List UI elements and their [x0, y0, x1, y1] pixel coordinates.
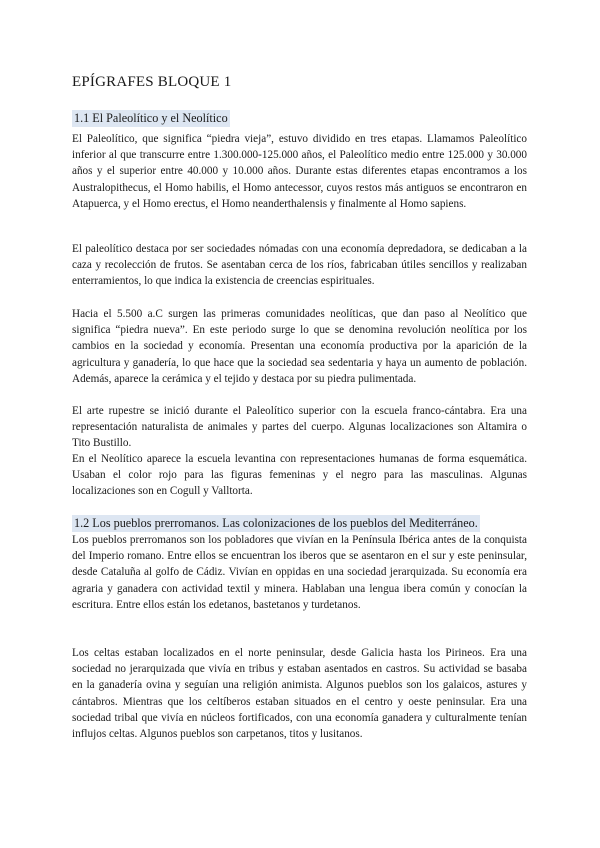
document-title: EPÍGRAFES BLOQUE 1 [72, 74, 232, 90]
paragraph-arte-rupestre: El arte rupestre se inició durante el Paleolítico superior con la escuela franco-cántabra. Era una representación naturalista de animales y partes del cuerpo. Algunas localizaciones son Altamira o Tito Bustillo. [72, 405, 527, 450]
paragraph-escuela-levantina: En el Neolítico aparece la escuela levantina con representaciones humanas de forma esquemática. Usaban el color rojo para las figuras femeninas y el negro para las masculinas. Algunas localizaciones son en Cogull y Valltorta. [72, 453, 527, 498]
paragraph-iberos: Los pueblos prerromanos son los pobladores que vivían en la Península Ibérica antes de la conquista del Imperio romano. Entre ellos se encuentran los iberos que se asentaron en el sur y este peninsular, desde Cataluña al golfo de Cádiz. Vivían en oppidas en una sociedad jerarquizada. Su economía era agraria y ganadera con actividad textil y minera. Hablaban una lengua ibera común y conocían la escritura. Entre ellos están los edetanos, bastetanos y turdetanos. [72, 534, 527, 611]
paragraph-paleolitico-sociedad: El paleolítico destaca por ser sociedades nómadas con una economía depredadora, se dedicaban a la caza y recolección de frutos. Se asentaban cerca de los ríos, fabricaban útiles sencillos y realizaban enterramientos, lo que indica la existencia de creencias espirituales. [72, 243, 527, 288]
section-heading-pueblos-prerromanos: 1.2 Los pueblos prerromanos. Las colonizaciones de los pueblos del Mediterráneo. [74, 516, 478, 530]
paragraph-paleolitico-etapas: El Paleolítico, que significa “piedra vieja”, estuvo dividido en tres etapas. Llamamos Paleolítico inferior al que transcurre entre 1.300.000-125.000 años, el Paleolítico medio entre 125.000 y 30.000 años y el superior entre 40.000 y 10.000 años. Durante estas diferentes etapas encontramos a los Australopithecus, el Homo habilis, el Homo antecessor, cuyos restos más antiguos se encontraron en Atapuerca, y el Homo erectus, el Homo neanderthalensis y finalmente al Homo sapiens. [72, 133, 527, 210]
paragraph-celtas: Los celtas estaban localizados en el norte peninsular, desde Galicia hasta los Pirineos. Era una sociedad no jerarquizada que vivía en tribus y estaban asentados en castros. Su actividad se basaba en la ganadería ovina y seguían una religión animista. Algunos pueblos son los galaicos, astures y cántabros. Mientras que los celtíberos estaban situados en el centro y oeste peninsular. Era una sociedad tribal que vivía en núcleos fortificados, con una economía ganadera y culturalmente tenían influjos celtas. Algunos pueblos son carpetanos, titos y lusitanos. [72, 647, 527, 741]
paragraph-neolitico: Hacia el 5.500 a.C surgen las primeras comunidades neolíticas, que dan paso al Neolítico que significa “piedra nueva”. En este periodo surge lo que se denomina revolución neolítica por los cambios en la sociedad y economía. Presentan una economía productiva por la aparición de la agricultura y ganadería, lo que hace que la sociedad sea sedentaria y haya un aumento de población. Además, aparece la cerámica y el tejido y destaca por su piedra pulimentada. [72, 308, 527, 385]
section-heading-paleolitico: 1.1 El Paleolítico y el Neolítico [74, 111, 228, 125]
